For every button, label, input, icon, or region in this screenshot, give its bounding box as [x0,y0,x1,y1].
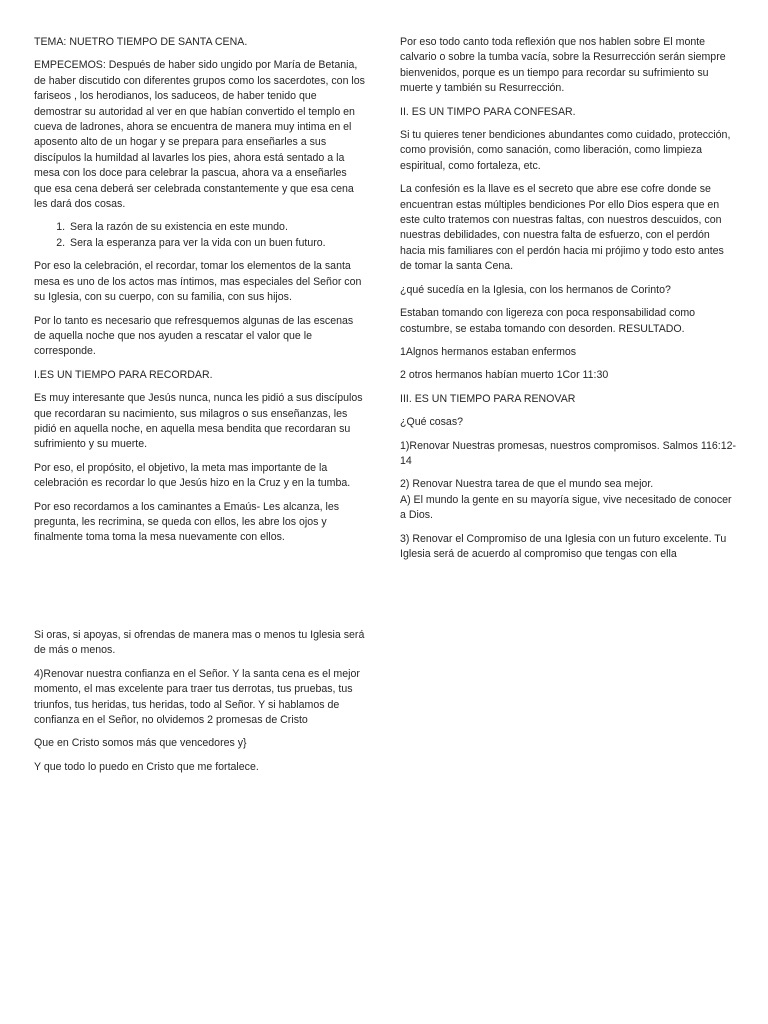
paragraph: 1Algnos hermanos estaban enfermos [400,345,577,358]
paragraph-line: A) El mundo la gente en su mayoría sigue, vive necesitado de conocer a Dios. [400,493,732,522]
paragraph: Es muy interesante que Jesús nunca, nunca les pidió a sus discípulos que recordaran su nacimiento, sus milagros o sus enseñanzas, les pidió en aquella noche, en aquella mesa bendita que recordaran su sufrimiento y su muerte. [34,392,363,451]
paragraph: 3) Renovar el Compromiso de una Iglesia con un futuro excelente. Tu Iglesia será de acuerdo al compromiso que tengas con ella [400,532,727,560]
left-column-bottom [34,628,366,783]
left-column-top [34,35,366,554]
paragraph: 4)Renovar nuestra confianza en el Señor. Y la santa cena es el mejor momento, el mas excelente para traer tus derrotas, tus pruebas, tus triunfos, tus heridas, tus heridas, todo al Señor. Y si hablamos de confianza en el Señor, no olvidemos 2 promesas de Cristo [34,667,360,727]
document-title: TEMA: NUETRO TIEMPO DE SANTA CENA. [34,36,248,48]
section-heading: I.ES UN TIEMPO PARA RECORDAR. [34,368,213,381]
section-heading: III. ES UN TIEMPO PARA RENOVAR [400,392,576,405]
paragraph: Estaban tomando con ligereza con poca responsabilidad como costumbre, se estaba tomando con desorden. RESULTADO. [400,307,696,335]
paragraph: Por eso, el propósito, el objetivo, la meta mas importante de la celebración es recordar lo que Jesús hizo en la Cruz y en la tumba. [34,461,351,490]
list-item: 2. Sera la esperanza para ver la vida con un buen futuro. [68,236,366,251]
paragraph: Por lo tanto es necesario que refresquemos algunas de las escenas de aquella noche que nos ayuden a rescatar el valor que le corresponde. [34,314,354,358]
paragraph: Por eso la celebración, el recordar, tomar los elementos de la santa mesa es uno de los actos mas íntimos, mas especiales del Señor con su Iglesia, con su cuerpo, con su familia, con sus hijos. [34,260,362,304]
intro-paragraph: EMPECEMOS: Después de haber sido ungido por María de Betania, de haber discutido con diferentes grupos como los sacerdotes, con los fariseos , los herodianos, los saduceos, de haber tenido que demostrar su autoridad al ver en que habían convertido el templo en cueva de ladrones, ahora se encuentra de manera muy intima en el aposento alto de un hogar y se prepara para enseñarles a sus discípulos la humildad al lavarles los pies, ahora está sentado a la mesa con los doce para celebrar la pascua, ahora va a enseñarles que esa cena deberá ser celebrada constantemente y que esa cena les dará dos cosas. [34,59,365,211]
paragraph: ¿qué sucedía en la Iglesia, con los hermanos de Corinto? [400,283,671,296]
paragraph: 1)Renovar Nuestras promesas, nuestros compromisos. Salmos 116:12-14 [400,439,736,467]
paragraph: ¿Qué cosas? [400,416,464,429]
paragraph: Si oras, si apoyas, si ofrendas de manera mas o menos tu Iglesia será de más o menos. [34,629,365,657]
list-item: 1. Sera la razón de su existencia en este mundo. [68,220,366,235]
right-column-top [400,35,736,570]
paragraph: 2 otros hermanos habían muerto 1Cor 11:30 [400,369,609,382]
paragraph: Por eso recordamos a los caminantes a Emaús- Les alcanza, les pregunta, les recrimina, se queda con ellos, les abre los ojos y finalmente toma toma la mesa nuevamente con ellos. [34,500,340,544]
paragraph [400,477,736,523]
paragraph: Si tu quieres tener bendiciones abundantes como cuidado, protección, como provisión, como sanación, como liberación, como limpieza espiritual, como fortaleza, etc. [400,129,731,172]
paragraph: Por eso todo canto toda reflexión que nos hablen sobre El monte calvario o sobre la tumba vacía, sobre la Resurrección serán siempre bienvenidos, porque es un tiempo para recordar su sufrimiento su muerte y también su Resurrección. [400,36,726,95]
paragraph: La confesión es la llave es el secreto que abre ese cofre donde se encuentran estas múltiples bendiciones Por ello Dios espera que en este culto tratemos con nuestras faltas, con nuestros descuidos, con nuestras debilidades, con nuestra falta de esfuerzo, con el perdón hacia mis familiares con el perdón hacia mi prójimo y todo esto antes de tomar la santa Cena. [400,183,724,273]
paragraph-line: 2) Renovar Nuestra tarea de que el mundo sea mejor. [400,478,654,491]
section-heading: II. ES UN TIMPO PARA CONFESAR. [400,105,576,118]
paragraph: Que en Cristo somos más que vencedores y} [34,737,247,750]
numbered-list [34,220,366,251]
paragraph: Y que todo lo puedo en Cristo que me fortalece. [34,760,259,773]
